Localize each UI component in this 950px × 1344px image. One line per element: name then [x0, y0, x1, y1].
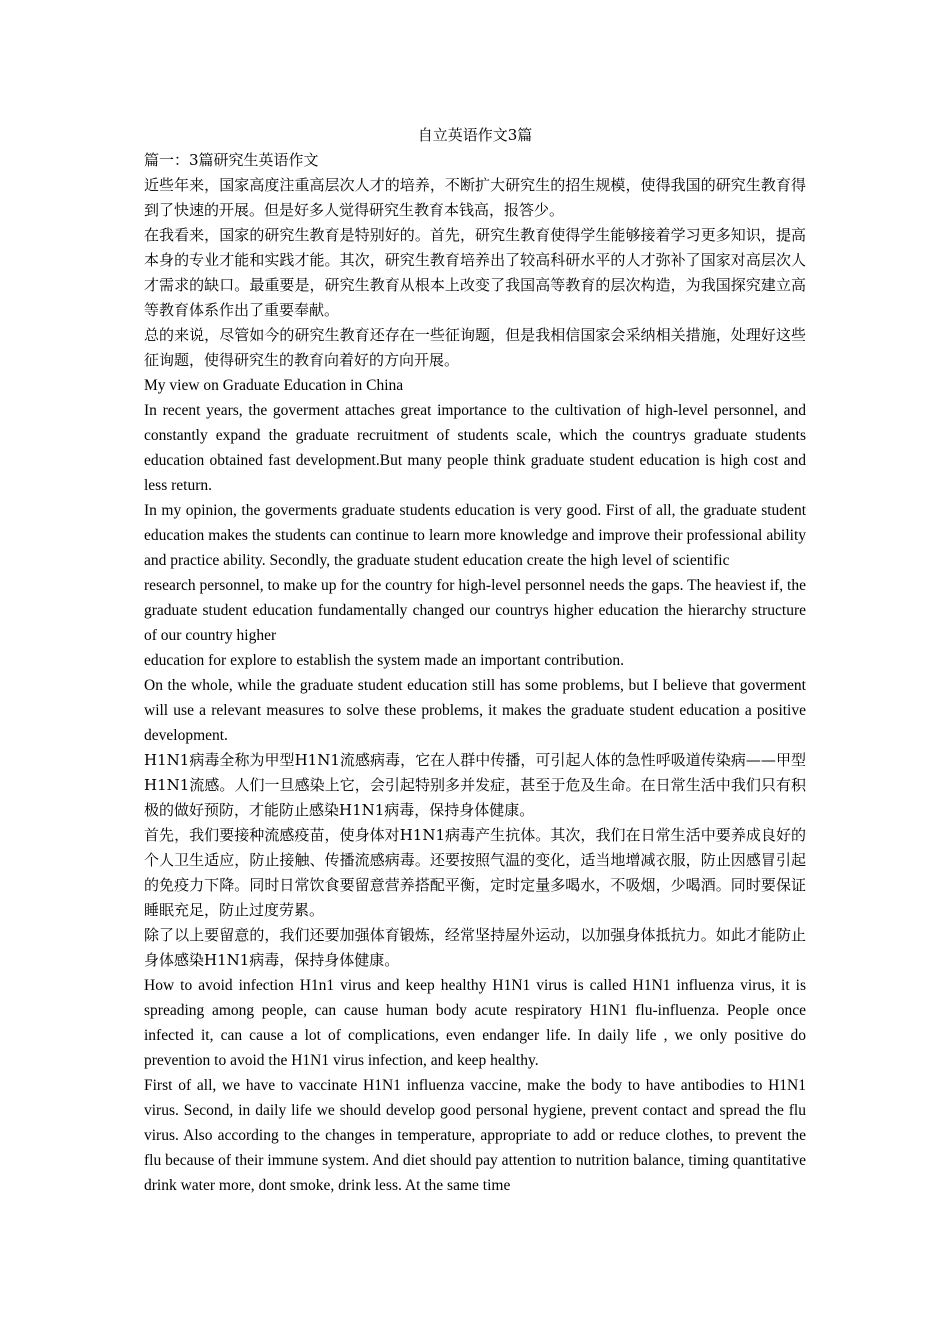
- document-title: 自立英语作文3篇: [417, 126, 533, 144]
- paragraph: First of all, we have to vaccinate H1N1 influenza vaccine, make the body to have antibodies to H1N1 virus. Second, in daily life we should develop good personal hygiene, prevent contact and spread the flu virus. Also according to the changes in temperature, appropriate to add or reduce clothes, to prevent the flu because of their immune system. And diet should pay attention to nutrition balance, timing quantitative drink water more, dont smoke, drink less. At the same time: [144, 1077, 806, 1194]
- paragraph: 在我看来，国家的研究生教育是特别好的。首先，研究生教育使得学生能够接着学习更多知识，提高本身的专业才能和实践才能。其次，研究生教育培养出了较高科研水平的人才弥补了国家对高层次人才需求的缺口。最重要是，研究生教育从根本上改变了我国高等教育的层次构造，为我国探究建立高等教育体系作出了重要奉献。: [144, 226, 806, 319]
- paragraph: research personnel, to make up for the country for high-level personnel needs the gaps. The heaviest if, the graduate student education fundamentally changed our countrys higher education the hierarchy structure of our country higher: [144, 577, 806, 644]
- paragraph: In my opinion, the goverments graduate students education is very good. First of all, the graduate student education makes the students can continue to learn more knowledge and improve their professional ability and practice ability. Secondly, the graduate student education create the high level of scientific: [144, 502, 806, 569]
- paragraph: In recent years, the goverment attaches great importance to the cultivation of high-level personnel, and constantly expand the graduate recruitment of students scale, which the countrys graduate students education obtained fast development.But many people think graduate student education is high cost and less return.: [144, 402, 806, 494]
- paragraph: 除了以上要留意的，我们还要加强体育锻炼，经常坚持屋外运动，以加强身体抵抗力。如此才能防止身体感染H1N1病毒，保持身体健康。: [144, 926, 806, 969]
- essay-heading: My view on Graduate Education in China: [144, 377, 404, 394]
- paragraph: education for explore to establish the system made an important contribution.: [144, 652, 624, 669]
- paragraph: 首先，我们要接种流感疫苗，使身体对H1N1病毒产生抗体。其次，我们在日常生活中要养成良好的个人卫生适应，防止接触、传播流感病毒。还要按照气温的变化，适当地增减衣服，防止因感冒引起的免疫力下降。同时日常饮食要留意营养搭配平衡，定时定量多喝水，不吸烟，少喝酒。同时要保证睡眠充足，防止过度劳累。: [144, 826, 806, 919]
- paragraph: H1N1病毒全称为甲型H1N1流感病毒，它在人群中传播，可引起人体的急性呼吸道传染病——甲型H1N1流感。人们一旦感染上它，会引起特别多并发症，甚至于危及生命。在日常生活中我们只有积极的做好预防，才能防止感染H1N1病毒，保持身体健康。: [144, 751, 806, 819]
- paragraph: 总的来说，尽管如今的研究生教育还存在一些征询题，但是我相信国家会采纳相关措施，处理好这些征询题，使得研究生的教育向着好的方向开展。: [144, 326, 806, 369]
- paragraph: On the whole, while the graduate student education still has some problems, but I believe that goverment will use a relevant measures to solve these problems, it makes the graduate student education a positive development.: [144, 677, 806, 744]
- paragraph: How to avoid infection H1n1 virus and keep healthy H1N1 virus is called H1N1 influenza virus, it is spreading among people, can cause human body acute respiratory H1N1 flu-influenza. People once infected it, can cause a lot of complications, even endanger life. In daily life , we only positive do prevention to avoid the H1N1 virus infection, and keep healthy.: [144, 977, 806, 1069]
- paragraph: 近些年来，国家高度注重高层次人才的培养，不断扩大研究生的招生规模，使得我国的研究生教育得到了快速的开展。但是好多人觉得研究生教育本钱高，报答少。: [144, 176, 806, 219]
- document-page: [144, 123, 806, 1198]
- section-heading: 篇一：3篇研究生英语作文: [144, 151, 319, 169]
